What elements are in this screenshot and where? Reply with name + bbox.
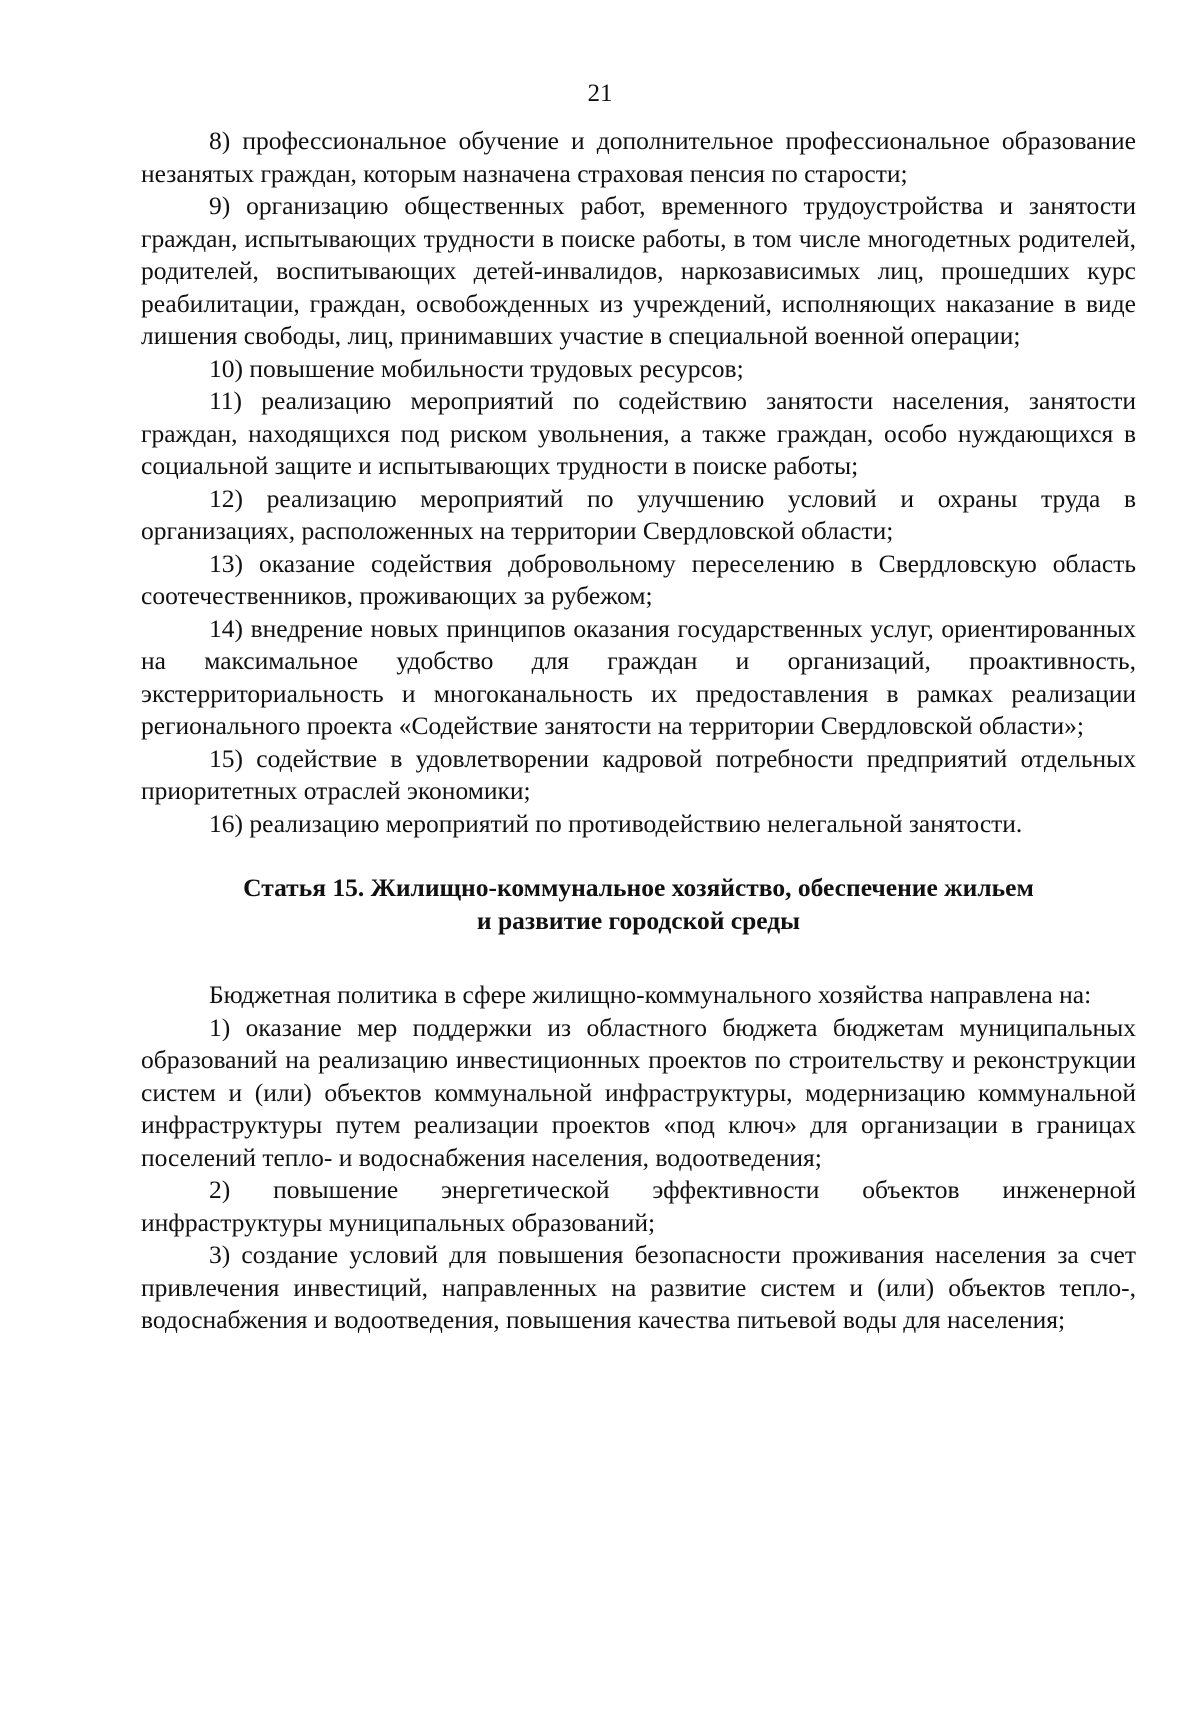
article-heading-line-1: Статья 15. Жилищно-коммунальное хозяйство, обеспечение жильем bbox=[243, 873, 1034, 902]
document-body bbox=[141, 125, 1136, 1337]
paragraph-item-10: 10) повышение мобильности трудовых ресурсов; bbox=[209, 353, 744, 383]
paragraph-item-12: 12) реализацию мероприятий по улучшению условий и охраны труда в организациях, расположенных на территории Свердловской области; bbox=[141, 483, 1136, 545]
paragraph-item-11: 11) реализацию мероприятий по содействию занятости населения, занятости граждан, находящихся под риском увольнения, а также граждан, особо нуждающихся в социальной защите и испытывающих трудности в поиске работы; bbox=[141, 386, 1136, 480]
paragraph-item-15: 15) содействие в удовлетворении кадровой потребности предприятий отдельных приоритетных отраслей экономики; bbox=[141, 743, 1136, 805]
page-number: 21 bbox=[587, 80, 613, 107]
article-heading-line-2: и развитие городской среды bbox=[476, 906, 801, 935]
paragraph-item-16: 16) реализацию мероприятий по противодействию нелегальной занятости. bbox=[209, 808, 1023, 838]
article-heading bbox=[141, 871, 1136, 937]
paragraph-item-2: 2) повышение энергетической эффективности объектов инженерной инфраструктуры муниципальных образований; bbox=[141, 1175, 1136, 1237]
paragraph-item-14: 14) внедрение новых принципов оказания государственных услуг, ориентированных на максимальное удобство для граждан и организаций, проактивность, экстерриториальность и многоканальность их предоставления в рамках реализации регионального проекта «Содействие занятости на территории Свердловской области»; bbox=[141, 613, 1136, 740]
paragraph-item-1: 1) оказание мер поддержки из областного бюджета бюджетам муниципальных образований на реализацию инвестиционных проектов по строительству и реконструкции систем и (или) объектов коммунальной инфраструктуры, модернизацию коммунальной инфраструктуры путем реализации проектов «под ключ» для организации в границах поселений тепло- и водоснабжения населения, водоотведения; bbox=[141, 1012, 1136, 1172]
paragraph-item-13: 13) оказание содействия добровольному переселению в Свердловскую область соотечественников, проживающих за рубежом; bbox=[141, 548, 1136, 610]
paragraph-item-9: 9) организацию общественных работ, временного трудоустройства и занятости граждан, испытывающих трудности в поиске работы, в том числе многодетных родителей, родителей, воспитывающих детей-инвалидов, наркозависимых лиц, прошедших курс реабилитации, граждан, освобожденных из учреждений, исполняющих наказание в виде лишения свободы, лиц, принимавших участие в специальной военной операции; bbox=[141, 191, 1136, 350]
paragraph-item-8: 8) профессиональное обучение и дополнительное профессиональное образование незанятых граждан, которым назначена страховая пенсия по старости; bbox=[141, 126, 1136, 188]
paragraph-item-3: 3) создание условий для повышения безопасности проживания населения за счет привлечения инвестиций, направленных на развитие систем и (или) объектов тепло-, водоснабжения и водоотведения, повышения качества питьевой воды для населения; bbox=[141, 1240, 1136, 1334]
paragraph-intro: Бюджетная политика в сфере жилищно-коммунального хозяйства направлена на: bbox=[209, 980, 1092, 1009]
